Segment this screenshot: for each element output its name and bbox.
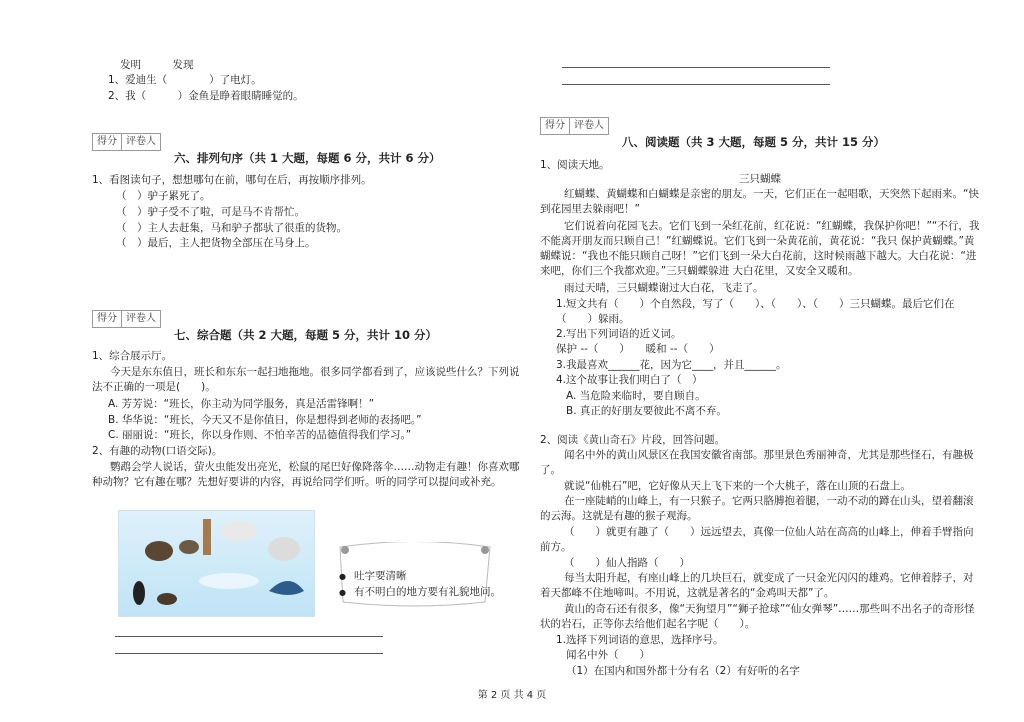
r-q1-sub1: 1.短文共有（ ）个自然段，写了（ ）、（ ）、（ ）三只蝴蝶。最后它们在（ ）躲雨。 xyxy=(556,298,955,325)
reviewer-label: 评卷人 xyxy=(569,118,608,134)
score-label: 得分 xyxy=(97,313,117,324)
r-q1-sub3: 3.我最喜欢______花，因为它____，并且______。 xyxy=(556,359,787,371)
hs-paragraph: 黄山的奇石还有很多，像“天狗望月”“狮子抢球”“仙女弹琴”……那些叫不出名子的奇形怪状的岩石，正等你去给他们起名字呢（ ）。 xyxy=(540,603,975,630)
score-box-6 xyxy=(92,133,161,151)
r-q2-options: （1）在国内和国外都十分有名（2）有好听的名字 xyxy=(566,665,800,677)
s7-question-1: 1、综合展示厅。 xyxy=(92,350,173,362)
tip-item: ● 吐字要清晰 xyxy=(339,569,406,584)
r-question-2: 2、阅读《黄山奇石》片段，回答问题。 xyxy=(540,434,726,446)
s7-option: C. 丽丽说：“班长，你以身作则、不怕辛苦的品德值得我们学习。” xyxy=(108,429,412,441)
score-box-8 xyxy=(540,117,609,135)
page-footer: 第 2 页 共 4 页 xyxy=(477,690,547,701)
s7-q2-text: 鹦鹉会学人说话，萤火虫能发出亮光，松鼠的尾巴好像降落伞……动物走有趣！你喜欢哪种动物？它有趣在哪？先想好要讲的内容，再说给同学们听。听的同学可以提问或补充。 xyxy=(92,461,520,488)
hs-paragraph: 在一座陡峭的山峰上，有一只猴子。它两只胳膊抱着腿，一动不动的蹲在山头，望着翻滚的云海。这就是有趣的猴子观海。 xyxy=(540,495,974,522)
r-q1-option: B. 真正的好朋友要彼此不离不弃。 xyxy=(566,405,727,417)
r-q2-sub1: 1.选择下列词语的意思，选择序号。 xyxy=(556,634,724,646)
s7-option: A. 芳芳说：“班长，你主动为同学服务，真是活雷锋啊！” xyxy=(108,398,375,410)
hs-paragraph: 闻名中外的黄山风景区在我国安徽省南部。那里景色秀丽神奇，尤其是那些怪石，有趣极了。 xyxy=(540,449,974,476)
section-7-title: 七、综合题（共 2 大题，每题 5 分，共计 10 分） xyxy=(174,328,438,342)
section-6-title: 六、排列句序（共 1 大题，每题 6 分，共计 6 分） xyxy=(174,151,441,165)
tip-item: ● 有不明白的地方要有礼貌地问。 xyxy=(339,585,501,600)
r-q1-sub2: 2.写出下列词语的近义词。 xyxy=(556,328,682,340)
score-box-7 xyxy=(92,310,161,328)
reviewer-label: 评卷人 xyxy=(121,134,160,150)
s6-item: （ ）最后，主人把货物全部压在马身上。 xyxy=(116,237,316,249)
story-paragraph: 它们说着向花园飞去。它们飞到一朵红花前，红花说：“红蝴蝶，我保护你吧！”“不行，我不能离开朋友而只顾自己！”红蝴蝶说。它们飞到一朵黄花前，黄花说：“我只 保护黄蝴蝶。”黄蝴蝶说：“我也不能只顾自己呀！”它们飞到一朵大白花前，这时候雨越下越大。大白花说：“进来吧，你们三个我都欢迎。”三只蝴蝶躲进 大白花里，又安全又暖和。 xyxy=(540,220,980,277)
s7-q1-text: 今天是东东值日，班长和东东一起扫地拖地。很多同学都看到了，应该说些什么？下列说法不正确的一项是( )。 xyxy=(92,366,520,393)
r-q1-option: A. 当危险来临时，要自顾自。 xyxy=(566,390,706,402)
s7-option: B. 华华说：“班长，今天又不是你值日，你是想得到老师的表扬吧。” xyxy=(108,414,422,426)
answer-line xyxy=(115,653,383,654)
story-title: 三只蝴蝶 xyxy=(739,173,781,185)
hs-paragraph: 就说“仙桃石”吧，它好像从天上飞下来的一个大桃子，落在山顶的石盘上。 xyxy=(564,480,911,492)
s6-question: 1、看图读句子，想想哪句在前，哪句在后，再按顺序排列。 xyxy=(92,174,372,186)
word-choices: 发明 发现 xyxy=(120,59,194,71)
r-q2-word: 闻名中外（ ） xyxy=(566,649,650,661)
section-8-title: 八、阅读题（共 3 大题，每题 5 分，共计 15 分） xyxy=(622,135,886,149)
hs-paragraph: （ ）仙人指路（ ） xyxy=(564,557,690,569)
answer-line xyxy=(115,636,383,637)
animals-illustration xyxy=(118,510,315,617)
score-label: 得分 xyxy=(97,136,117,147)
score-label: 得分 xyxy=(545,120,565,131)
story-paragraph: 红蝴蝶、黄蝴蝶和白蝴蝶是亲密的朋友。一天，它们正在一起唱歌，天突然下起雨来。“快到花园里去躲雨吧！” xyxy=(540,188,979,215)
r-question-1: 1、阅读天地。 xyxy=(540,159,610,171)
hs-paragraph: （ ）就更有趣了（ ）远远望去，真像一位仙人站在高高的山峰上，伸着手臂指向前方。 xyxy=(540,526,974,553)
answer-line xyxy=(562,67,830,68)
answer-line xyxy=(562,84,830,85)
s6-item: （ ）驴子受不了啦，可是马不肯帮忙。 xyxy=(116,206,305,218)
fill-question-2: 2、我（ ）金鱼是睁着眼睛睡觉的。 xyxy=(108,90,304,102)
fill-question-1: 1、爱迪生（ ）了电灯。 xyxy=(108,74,262,86)
animals-drawing xyxy=(119,511,314,616)
s6-item: （ ）主人去赶集，马和驴子都驮了很重的货物。 xyxy=(116,222,347,234)
r-q1-sub4: 4.这个故事让我们明白了（ ） xyxy=(556,374,703,386)
r-q1-sub2-words: 保护 --（ ） 暖和 --（ ） xyxy=(556,343,720,355)
s7-question-2: 2、有趣的动物(口语交际)。 xyxy=(92,445,223,457)
reviewer-label: 评卷人 xyxy=(121,311,160,327)
tips-bubble xyxy=(335,542,501,607)
s6-item: （ ）驴子累死了。 xyxy=(116,190,211,202)
hs-paragraph: 每当太阳升起，有座山峰上的几块巨石，就变成了一只金光闪闪的雄鸡。它伸着脖子，对着天都峰不住地啼叫。不用说，这就是著名的“金鸡叫天都”了。 xyxy=(540,572,974,599)
story-paragraph: 雨过天晴，三只蝴蝶谢过大白花，飞走了。 xyxy=(564,282,764,294)
